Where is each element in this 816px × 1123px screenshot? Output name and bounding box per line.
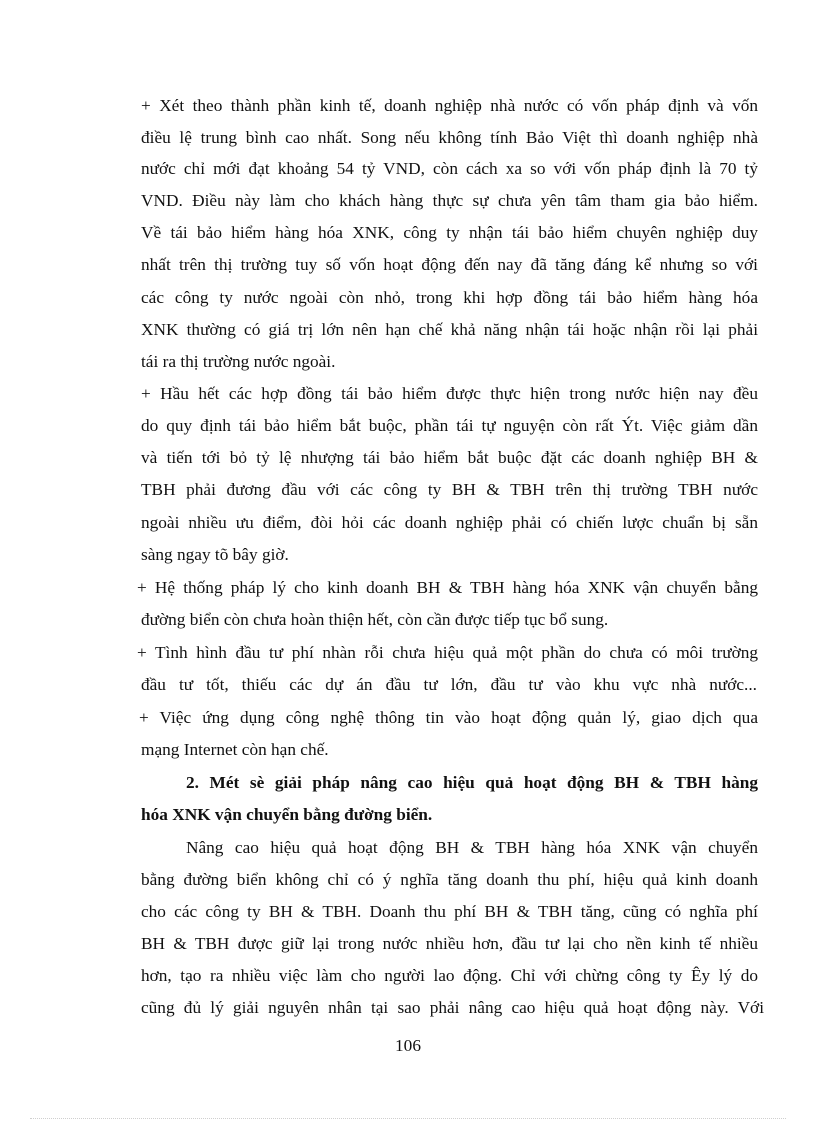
text-line: Nâng cao hiệu quả hoạt động BH & TBH hàng hóa XNK vận chuyển xyxy=(186,838,758,857)
text-line: sàng ngay tõ bây giờ. xyxy=(141,545,289,564)
text-line: các công ty nước ngoài còn nhỏ, trong khi hợp đồng tái bảo hiểm hàng hóa xyxy=(141,288,758,307)
text-line: đầu tư tốt, thiếu các dự án đầu tư lớn, đầu tư vào khu vực nhà nước... xyxy=(141,675,757,694)
text-line: tái ra thị trường nước ngoài. xyxy=(141,352,336,371)
text-line: + Tình hình đầu tư phí nhàn rỗi chưa hiệu quả một phần do chưa có môi trường xyxy=(137,643,758,662)
text-line: và tiến tới bỏ tỷ lệ nhượng tái bảo hiểm bắt buộc đặt các doanh nghiệp BH & xyxy=(141,448,758,467)
text-line: hơn, tạo ra nhiều việc làm cho người lao động. Chỉ với chừng công ty Êy lý do xyxy=(141,966,758,985)
text-line: cho các công ty BH & TBH. Doanh thu phí BH & TBH tăng, cũng có nghĩa phí xyxy=(141,902,758,921)
text-line: điều lệ trung bình cao nhất. Song nếu không tính Bảo Việt thì doanh nghiệp nhà xyxy=(141,128,758,147)
text-line: do quy định tái bảo hiểm bắt buộc, phần tái tự nguyện còn rất Ýt. Việc giảm dần xyxy=(141,416,758,435)
text-line: VND. Điều này làm cho khách hàng thực sự chưa yên tâm tham gia bảo hiểm. xyxy=(141,191,758,210)
text-line: XNK thường có giá trị lớn nên hạn chế khả năng nhận tái hoặc nhận rồi lại phải xyxy=(141,320,758,339)
page-number: 106 xyxy=(395,1036,421,1055)
text-line: + Việc ứng dụng công nghệ thông tin vào hoạt động quản lý, giao dịch qua xyxy=(139,708,758,727)
section-heading: 2. Mét sè giải pháp nâng cao hiệu quả hoạt động BH & TBH hàng xyxy=(186,773,758,792)
text-line: đường biển còn chưa hoàn thiện hết, còn cần được tiếp tục bổ sung. xyxy=(141,610,609,629)
text-line: + Hệ thống pháp lý cho kinh doanh BH & TBH hàng hóa XNK vận chuyển bằng xyxy=(137,578,758,597)
text-line: BH & TBH được giữ lại trong nước nhiều hơn, đầu tư lại cho nền kinh tế nhiều xyxy=(141,934,758,953)
text-line: Về tái bảo hiểm hàng hóa XNK, công ty nhận tái bảo hiểm chuyên nghiệp duy xyxy=(141,223,758,242)
text-line: nước chỉ mới đạt khoảng 54 tỷ VND, còn cách xa so với vốn pháp định là 70 tỷ xyxy=(141,159,758,178)
text-line: cũng đủ lý giải nguyên nhân tại sao phải nâng cao hiệu quả hoạt động này. Với xyxy=(141,998,764,1017)
text-line: nhất trên thị trường tuy số vốn hoạt động đến nay đã tăng đáng kể nhưng so với xyxy=(141,255,758,274)
text-line: + Hầu hết các hợp đồng tái bảo hiểm được thực hiện trong nước hiện nay đều xyxy=(141,384,758,403)
text-line: TBH phải đương đầu với các công ty BH & TBH trên thị trường TBH nước xyxy=(141,480,758,499)
section-heading: hóa XNK vận chuyển bằng đường biển. xyxy=(141,805,433,824)
page-bottom-border xyxy=(30,1118,786,1119)
text-line: ngoài nhiều ưu điểm, đòi hỏi các doanh nghiệp phải có chiến lược chuẩn bị sẵn xyxy=(141,513,758,532)
text-line: mạng Internet còn hạn chế. xyxy=(141,740,329,759)
text-line: + Xét theo thành phần kinh tế, doanh nghiệp nhà nước có vốn pháp định và vốn xyxy=(141,96,758,115)
text-line: bằng đường biển không chỉ có ý nghĩa tăng doanh thu phí, hiệu quả kinh doanh xyxy=(141,870,758,889)
